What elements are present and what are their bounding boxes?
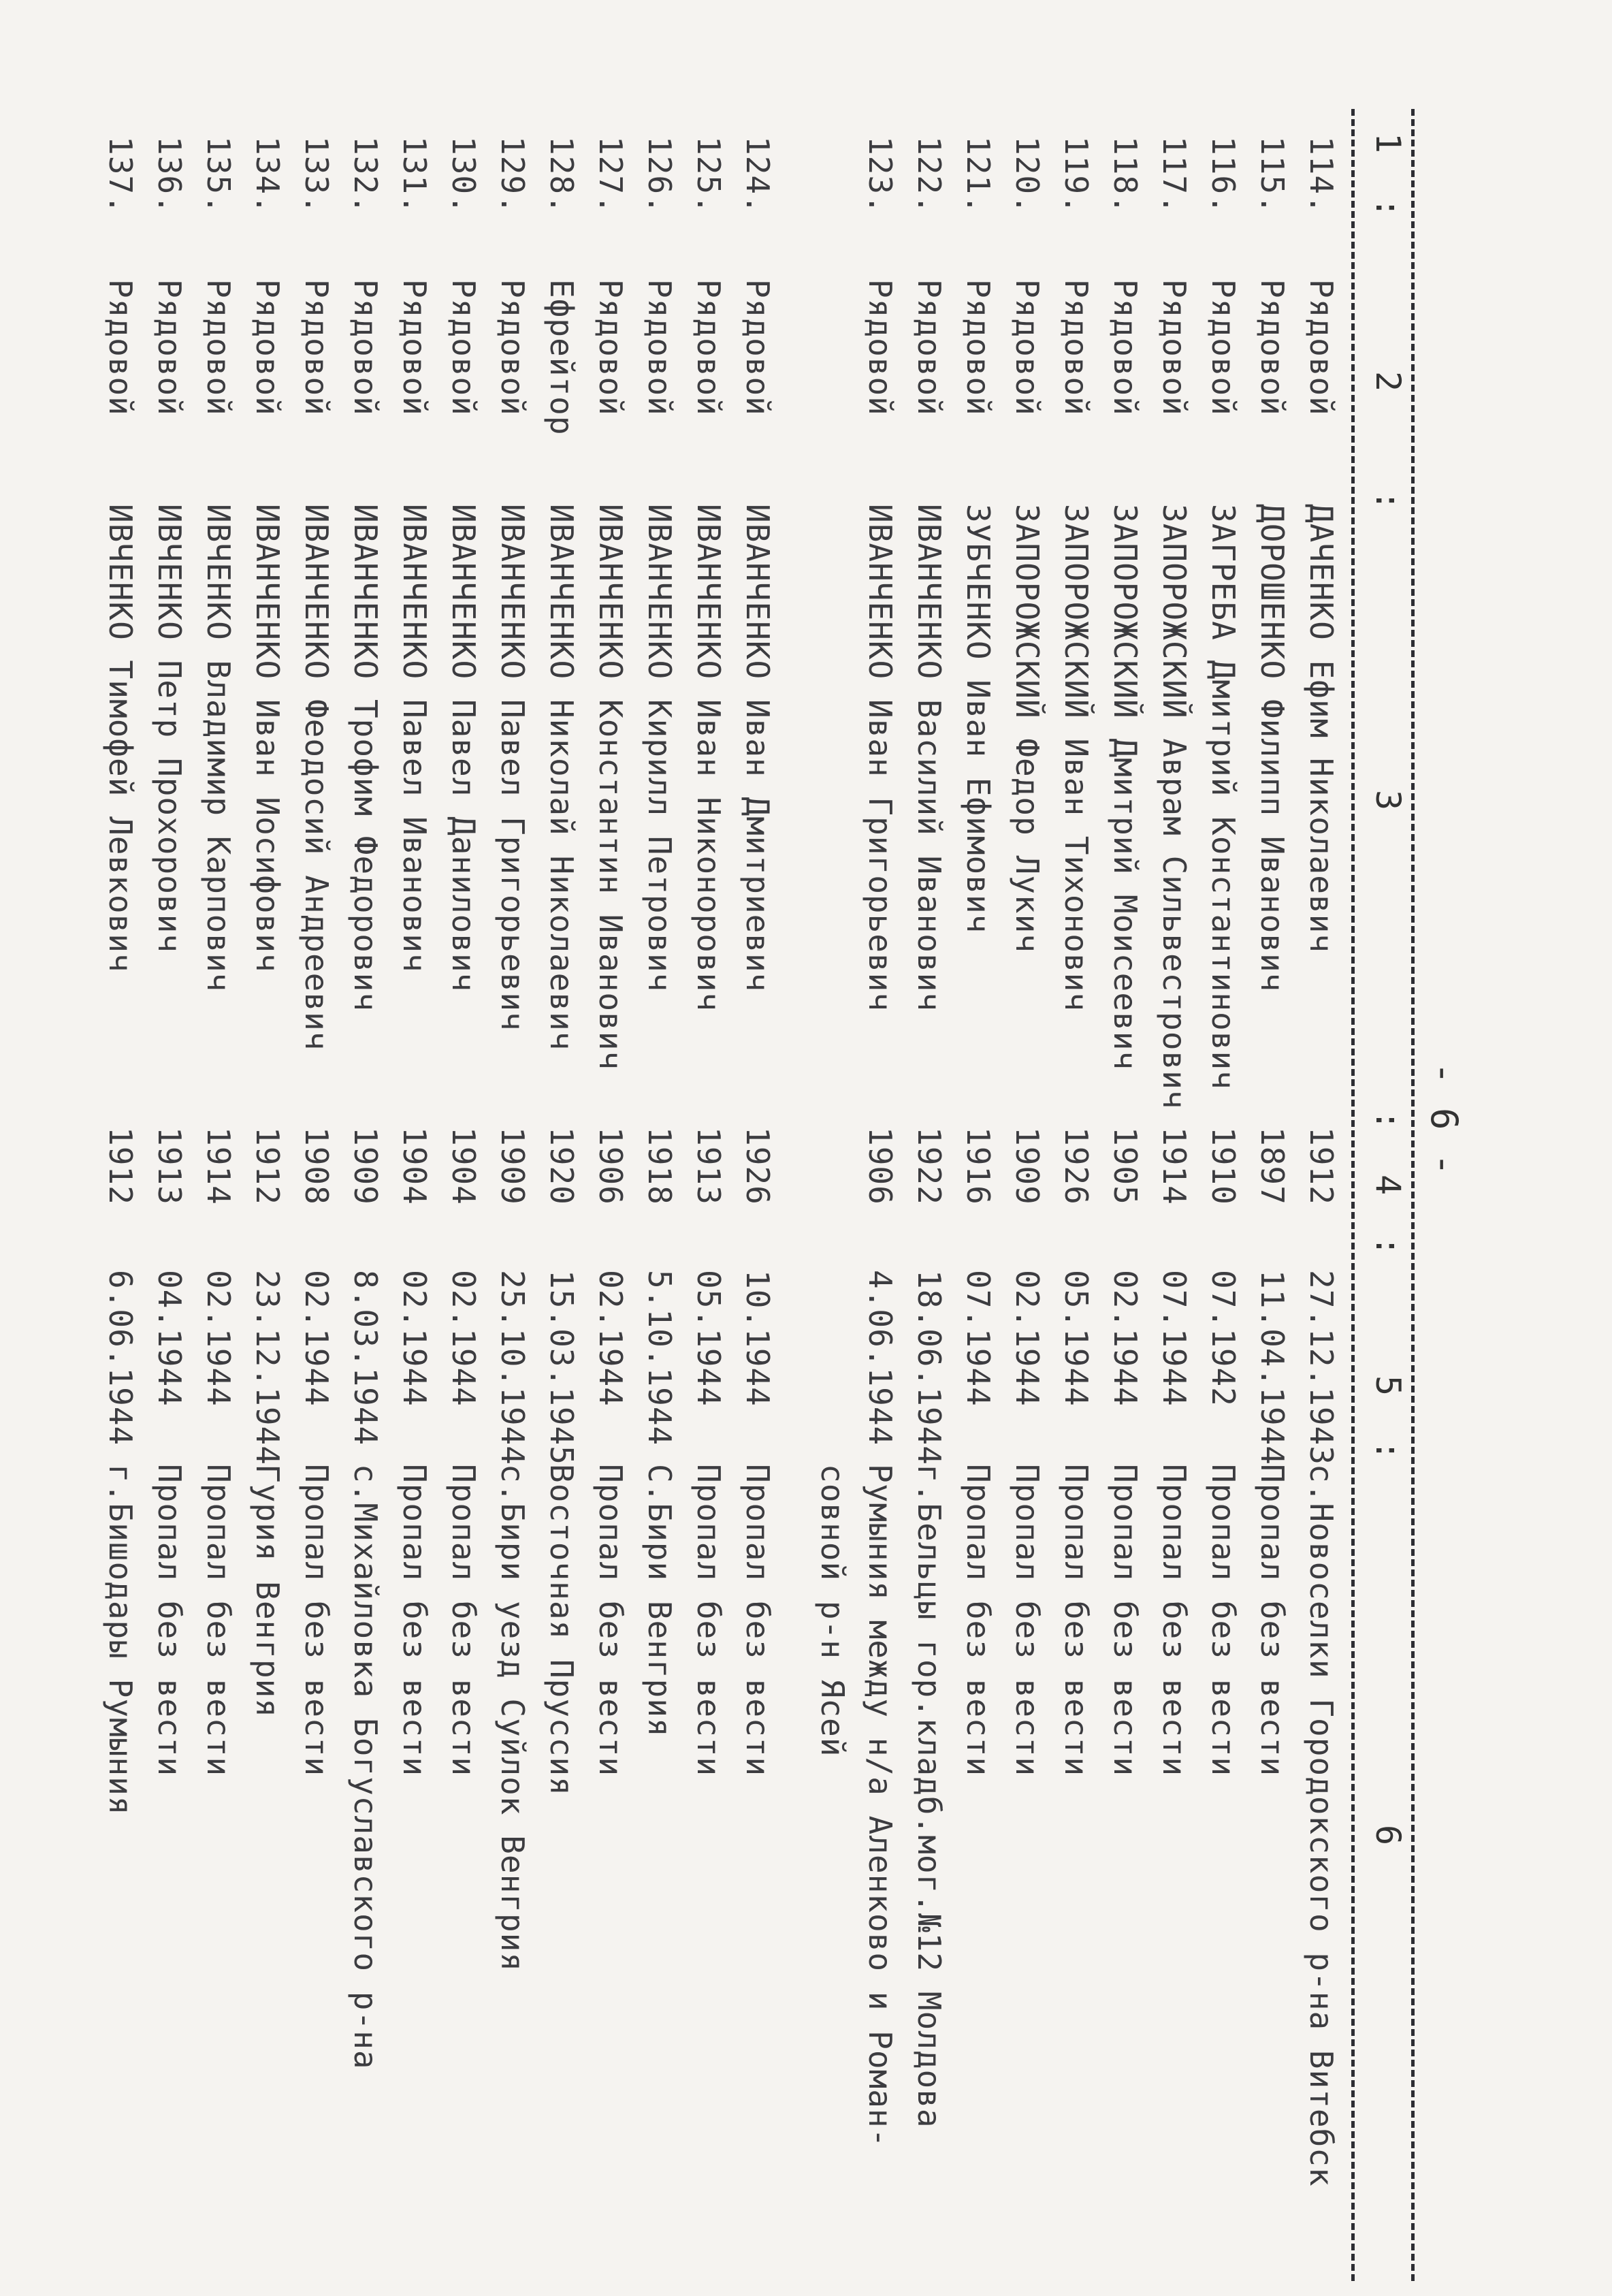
column-header-2: 2 (1368, 371, 1408, 393)
table-row (336, 0, 384, 2296)
column-header-6: 6 (1368, 1825, 1408, 1847)
death-date: 18.06.1944 (911, 1270, 948, 1465)
header-bottom-rule (1351, 109, 1355, 2281)
military-rank: Рядовой (911, 279, 948, 416)
military-rank: Рядовой (249, 279, 286, 416)
death-date: 10.1944 (739, 1270, 776, 1407)
column-separator: : (1368, 1110, 1408, 1132)
military-rank: Рядовой (347, 279, 384, 416)
fate-or-burial: с.Бири уезд Суйлок Венгрия (494, 1464, 531, 1973)
record-number: 133. (298, 136, 335, 214)
death-date: 07.1944 (1156, 1270, 1193, 1407)
death-date: 02.1944 (445, 1270, 482, 1407)
death-date: 4.06.1944 (862, 1270, 899, 1446)
record-number: 127. (592, 136, 629, 214)
birth-year: 1904 (396, 1127, 433, 1205)
record-number: 126. (641, 136, 678, 214)
table-row (532, 0, 580, 2296)
fate-or-burial: с.Новоселки Городокского р-на Витебск (1303, 1464, 1340, 2187)
person-name: ДОРОШЕНКО Филипп Иванович (1254, 504, 1291, 993)
death-date: 04.1944 (151, 1270, 188, 1407)
birth-year: 1926 (739, 1127, 776, 1205)
fate-or-burial: г.Бельцы гор.кладб.мог.№12 Молдова (911, 1464, 948, 2128)
person-name: ИВАНЧЕНКО Василий Иванович (911, 504, 948, 1013)
death-date: 11.04.1944 (1254, 1270, 1291, 1465)
fate-or-burial: с.Михайловка Богуславского р-на (347, 1464, 384, 2070)
fate-or-burial: Пропал без вести (592, 1464, 629, 1777)
record-number: 114. (1303, 136, 1340, 214)
birth-year: 1914 (200, 1127, 237, 1205)
fate-or-burial: г.Бишодары Румыния (102, 1464, 139, 1816)
person-name: ИВАНЧЕНКО Павел Данилович (445, 504, 482, 993)
record-number: 129. (494, 136, 531, 214)
record-number: 121. (960, 136, 997, 214)
record-number: 137. (102, 136, 139, 214)
death-date: 5.10.1944 (641, 1270, 678, 1446)
record-number: 130. (445, 136, 482, 214)
birth-year: 1920 (543, 1127, 580, 1205)
military-rank: Ефрейтор (543, 279, 580, 436)
fate-or-burial: Пропал без вести (151, 1464, 188, 1777)
death-date: 02.1944 (1107, 1270, 1144, 1407)
record-number: 115. (1254, 136, 1291, 214)
fate-or-burial: Пропал без вести (739, 1464, 776, 1777)
birth-year: 1909 (494, 1127, 531, 1205)
birth-year: 1897 (1254, 1127, 1291, 1205)
military-rank: Рядовой (592, 279, 629, 416)
birth-year: 1913 (690, 1127, 727, 1205)
person-name: ЗАПОРОЖСКИЙ Аврам Сильвестрович (1156, 504, 1193, 1110)
table-row (91, 0, 139, 2296)
military-rank: Рядовой (1156, 279, 1193, 416)
column-header-5: 5 (1368, 1375, 1408, 1397)
military-rank: Рядовой (445, 279, 482, 416)
column-header-1: 1 (1368, 133, 1408, 155)
military-rank: Рядовой (739, 279, 776, 416)
birth-year: 1906 (592, 1127, 629, 1205)
record-number: 116. (1205, 136, 1242, 214)
table-row (140, 0, 188, 2296)
fate-or-burial: Пропал без вести (1156, 1464, 1193, 1777)
record-number: 117. (1156, 136, 1193, 214)
birth-year: 1926 (1058, 1127, 1095, 1205)
birth-year: 1918 (641, 1127, 678, 1205)
birth-year: 1922 (911, 1127, 948, 1205)
person-name: ИВАНЧЕНКО Иван Григорьевич (862, 504, 899, 1013)
record-number: 136. (151, 136, 188, 214)
table-row (728, 0, 776, 2296)
record-number: 125. (690, 136, 727, 214)
birth-year: 1916 (960, 1127, 997, 1205)
military-rank: Рядовой (102, 279, 139, 416)
fate-or-burial-continued: совной р-н Ясей (814, 1464, 851, 1757)
record-number: 123. (862, 136, 899, 214)
table-row (998, 0, 1046, 2296)
death-date: 02.1944 (1009, 1270, 1046, 1407)
military-rank: Рядовой (396, 279, 433, 416)
table-row (1047, 0, 1095, 2296)
table-row (900, 0, 948, 2296)
header-top-rule (1411, 109, 1415, 2281)
column-separator: : (1368, 197, 1408, 219)
page-number: - 6 - (1423, 1062, 1466, 1177)
birth-year: 1908 (298, 1127, 335, 1205)
birth-year: 1912 (249, 1127, 286, 1205)
fate-or-burial: Пропал без вести (1058, 1464, 1095, 1777)
military-rank: Рядовой (862, 279, 899, 416)
record-number: 135. (200, 136, 237, 214)
death-date: 05.1944 (690, 1270, 727, 1407)
birth-year: 1913 (151, 1127, 188, 1205)
person-name: ЗАПОРОЖСКИЙ Иван Тихонович (1058, 504, 1095, 1013)
table-row (1243, 0, 1291, 2296)
table-row (434, 0, 482, 2296)
person-name: ЗАПОРОЖСКИЙ Федор Лукич (1009, 504, 1046, 953)
death-date: 02.1944 (396, 1270, 433, 1407)
table-row (630, 0, 678, 2296)
record-number: 131. (396, 136, 433, 214)
military-rank: Рядовой (1254, 279, 1291, 416)
record-number: 118. (1107, 136, 1144, 214)
military-rank: Рядовой (1205, 279, 1242, 416)
fate-or-burial: Пропал без вести (298, 1464, 335, 1777)
fate-or-burial: Пропал без вести (200, 1464, 237, 1777)
person-name: ИВАНЧЕНКО Феодосий Андреевич (298, 504, 335, 1051)
fate-or-burial: С.Бири Венгрия (641, 1464, 678, 1738)
birth-year: 1905 (1107, 1127, 1144, 1205)
birth-year: 1914 (1156, 1127, 1193, 1205)
table-row (814, 0, 899, 2296)
record-number: 120. (1009, 136, 1046, 214)
military-rank: Рядовой (298, 279, 335, 416)
column-separator: : (1368, 490, 1408, 512)
military-rank: Рядовой (200, 279, 237, 416)
table-row (385, 0, 433, 2296)
person-name: ИВАНЧЕНКО Иван Дмитриевич (739, 504, 776, 993)
person-name: ЗАПОРОЖСКИЙ Дмитрий Моисеевич (1107, 504, 1144, 1071)
military-rank: Рядовой (641, 279, 678, 416)
table-row (1194, 0, 1242, 2296)
death-date: 25.10.1944 (494, 1270, 531, 1465)
table-row (1096, 0, 1144, 2296)
death-date: 6.06.1944 (102, 1270, 139, 1446)
table-row (679, 0, 727, 2296)
column-header-3: 3 (1368, 790, 1408, 812)
table-row (238, 0, 286, 2296)
person-name: ИВАНЧЕНКО Константин Иванович (592, 504, 629, 1071)
record-number: 122. (911, 136, 948, 214)
table-row (287, 0, 335, 2296)
person-name: ИВАНЧЕНКО Павел Иванович (396, 504, 433, 973)
death-date: 8.03.1944 (347, 1270, 384, 1446)
birth-year: 1912 (102, 1127, 139, 1205)
record-number: 124. (739, 136, 776, 214)
person-name: ИВАНЧЕНКО Иван Никонорович (690, 504, 727, 1013)
person-name: ИВАНЧЕНКО Кирилл Петрович (641, 504, 678, 993)
death-date: 15.03.1945 (543, 1270, 580, 1465)
military-rank: Рядовой (151, 279, 188, 416)
death-date: 02.1944 (592, 1270, 629, 1407)
record-number: 134. (249, 136, 286, 214)
birth-year: 1909 (347, 1127, 384, 1205)
table-row (581, 0, 629, 2296)
record-number: 132. (347, 136, 384, 214)
column-header-4: 4 (1368, 1175, 1408, 1196)
fate-or-burial: Пропал без вести (1205, 1464, 1242, 1777)
fate-or-burial: Пропал без вести (1009, 1464, 1046, 1777)
person-name: ИВЧЕНКО Тимофей Левкович (102, 504, 139, 973)
column-separator: : (1368, 1440, 1408, 1462)
column-separator: : (1368, 1236, 1408, 1258)
fate-or-burial: Гурия Венгрия (249, 1464, 286, 1719)
person-name: ИВЧЕНКО Петр Прохорович (151, 504, 188, 953)
fate-or-burial: Румыния между н/а Аленково и Роман- (862, 1464, 899, 2148)
person-name: ЗУБЧЕНКО Иван Ефимович (960, 504, 997, 934)
military-rank: Рядовой (494, 279, 531, 416)
death-date: 07.1944 (960, 1270, 997, 1407)
birth-year: 1909 (1009, 1127, 1046, 1205)
fate-or-burial: Пропал без вести (1254, 1464, 1291, 1777)
fate-or-burial: Пропал без вести (690, 1464, 727, 1777)
birth-year: 1912 (1303, 1127, 1340, 1205)
fate-or-burial: Восточная Пруссия (543, 1464, 580, 1796)
death-date: 05.1944 (1058, 1270, 1095, 1407)
table-row (1145, 0, 1193, 2296)
death-date: 27.12.1943 (1303, 1270, 1340, 1465)
person-name: ЗАГРЕБА Дмитрий Константинович (1205, 504, 1242, 1090)
birth-year: 1904 (445, 1127, 482, 1205)
person-name: ИВАНЧЕНКО Павел Григорьевич (494, 504, 531, 1032)
person-name: ИВЧЕНКО Владимир Карпович (200, 504, 237, 993)
fate-or-burial: Пропал без вести (396, 1464, 433, 1777)
fate-or-burial: Пропал без вести (1107, 1464, 1144, 1777)
record-number: 119. (1058, 136, 1095, 214)
birth-year: 1906 (862, 1127, 899, 1205)
table-row (1292, 0, 1340, 2296)
record-number: 128. (543, 136, 580, 214)
table-row (189, 0, 237, 2296)
fate-or-burial: Пропал без вести (445, 1464, 482, 1777)
death-date: 02.1944 (298, 1270, 335, 1407)
person-name: ДАЧЕНКО Ефим Николаевич (1303, 504, 1340, 953)
military-rank: Рядовой (1009, 279, 1046, 416)
death-date: 07.1942 (1205, 1270, 1242, 1407)
military-rank: Рядовой (1303, 279, 1340, 416)
person-name: ИВАНЧЕНКО Иван Иосифович (249, 504, 286, 973)
death-date: 23.12.1944 (249, 1270, 286, 1465)
military-rank: Рядовой (690, 279, 727, 416)
table-row (483, 0, 531, 2296)
person-name: ИВАНЧЕНКО Трофим Федорович (347, 504, 384, 1013)
person-name: ИВАНЧЕНКО Николай Николаевич (543, 504, 580, 1051)
military-rank: Рядовой (1107, 279, 1144, 416)
military-rank: Рядовой (1058, 279, 1095, 416)
military-rank: Рядовой (960, 279, 997, 416)
birth-year: 1910 (1205, 1127, 1242, 1205)
table-row (949, 0, 997, 2296)
death-date: 02.1944 (200, 1270, 237, 1407)
fate-or-burial: Пропал без вести (960, 1464, 997, 1777)
